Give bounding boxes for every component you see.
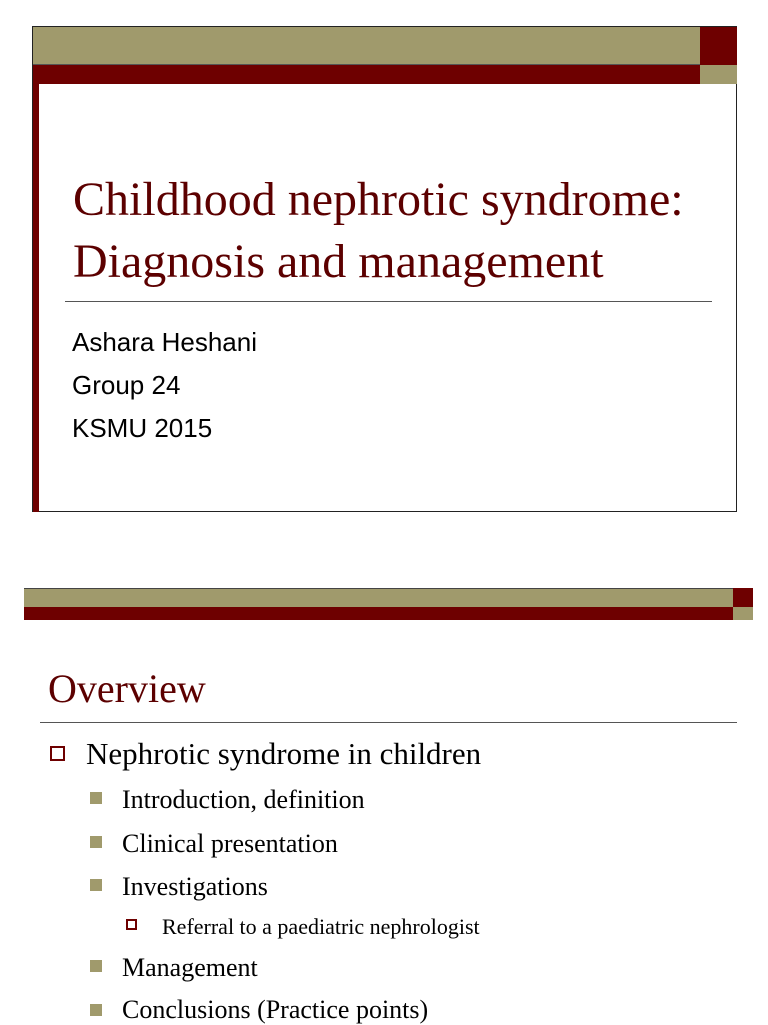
bullet-text: Investigations <box>122 872 268 901</box>
header-olive-band <box>33 27 700 65</box>
header-corner-square-maroon <box>733 588 753 607</box>
author-name: Ashara Heshani <box>72 327 257 357</box>
filled-square-bullet-icon <box>90 960 102 972</box>
bullet-text: Nephrotic syndrome in children <box>86 736 482 771</box>
title-divider <box>65 301 712 302</box>
filled-square-bullet-icon <box>90 879 102 891</box>
slide-title: Overview <box>48 666 206 711</box>
bullet-level-2 <box>122 785 365 815</box>
bullet-level-3 <box>162 914 480 940</box>
bullet-level-2 <box>122 995 428 1025</box>
group-label: Group 24 <box>72 370 181 400</box>
bullet-level-2 <box>122 829 338 859</box>
hollow-square-bullet-icon <box>126 919 137 930</box>
title-line-2: Diagnosis and management <box>73 235 604 288</box>
bullet-level-2 <box>122 953 258 983</box>
bullet-text: Introduction, definition <box>122 785 365 814</box>
title-divider <box>40 722 737 723</box>
header-olive-band <box>24 588 733 607</box>
header-maroon-band <box>33 65 700 84</box>
bullet-text: Conclusions (Practice points) <box>122 995 429 1024</box>
bullet-text: Referral to a paediatric nephrologist <box>162 914 480 939</box>
bullet-level-2 <box>122 872 268 902</box>
filled-square-bullet-icon <box>90 836 102 848</box>
filled-square-bullet-icon <box>90 1004 102 1016</box>
left-accent-bar <box>33 84 39 512</box>
slide-title <box>73 169 733 293</box>
institution-label: KSMU 2015 <box>72 413 213 443</box>
title-line-1: Childhood nephrotic syndrome: <box>73 173 684 226</box>
header-corner-square-olive <box>733 607 753 620</box>
header-corner-square-maroon <box>700 27 737 65</box>
filled-square-bullet-icon <box>90 792 102 804</box>
header-maroon-band <box>24 607 733 620</box>
slide-subtitle <box>72 321 257 450</box>
bullet-text: Management <box>122 953 258 982</box>
bullet-text: Clinical presentation <box>122 829 338 858</box>
bullet-level-1 <box>86 736 481 772</box>
title-slide <box>32 26 737 512</box>
hollow-square-bullet-icon <box>50 746 65 761</box>
header-corner-square-olive <box>700 65 737 84</box>
